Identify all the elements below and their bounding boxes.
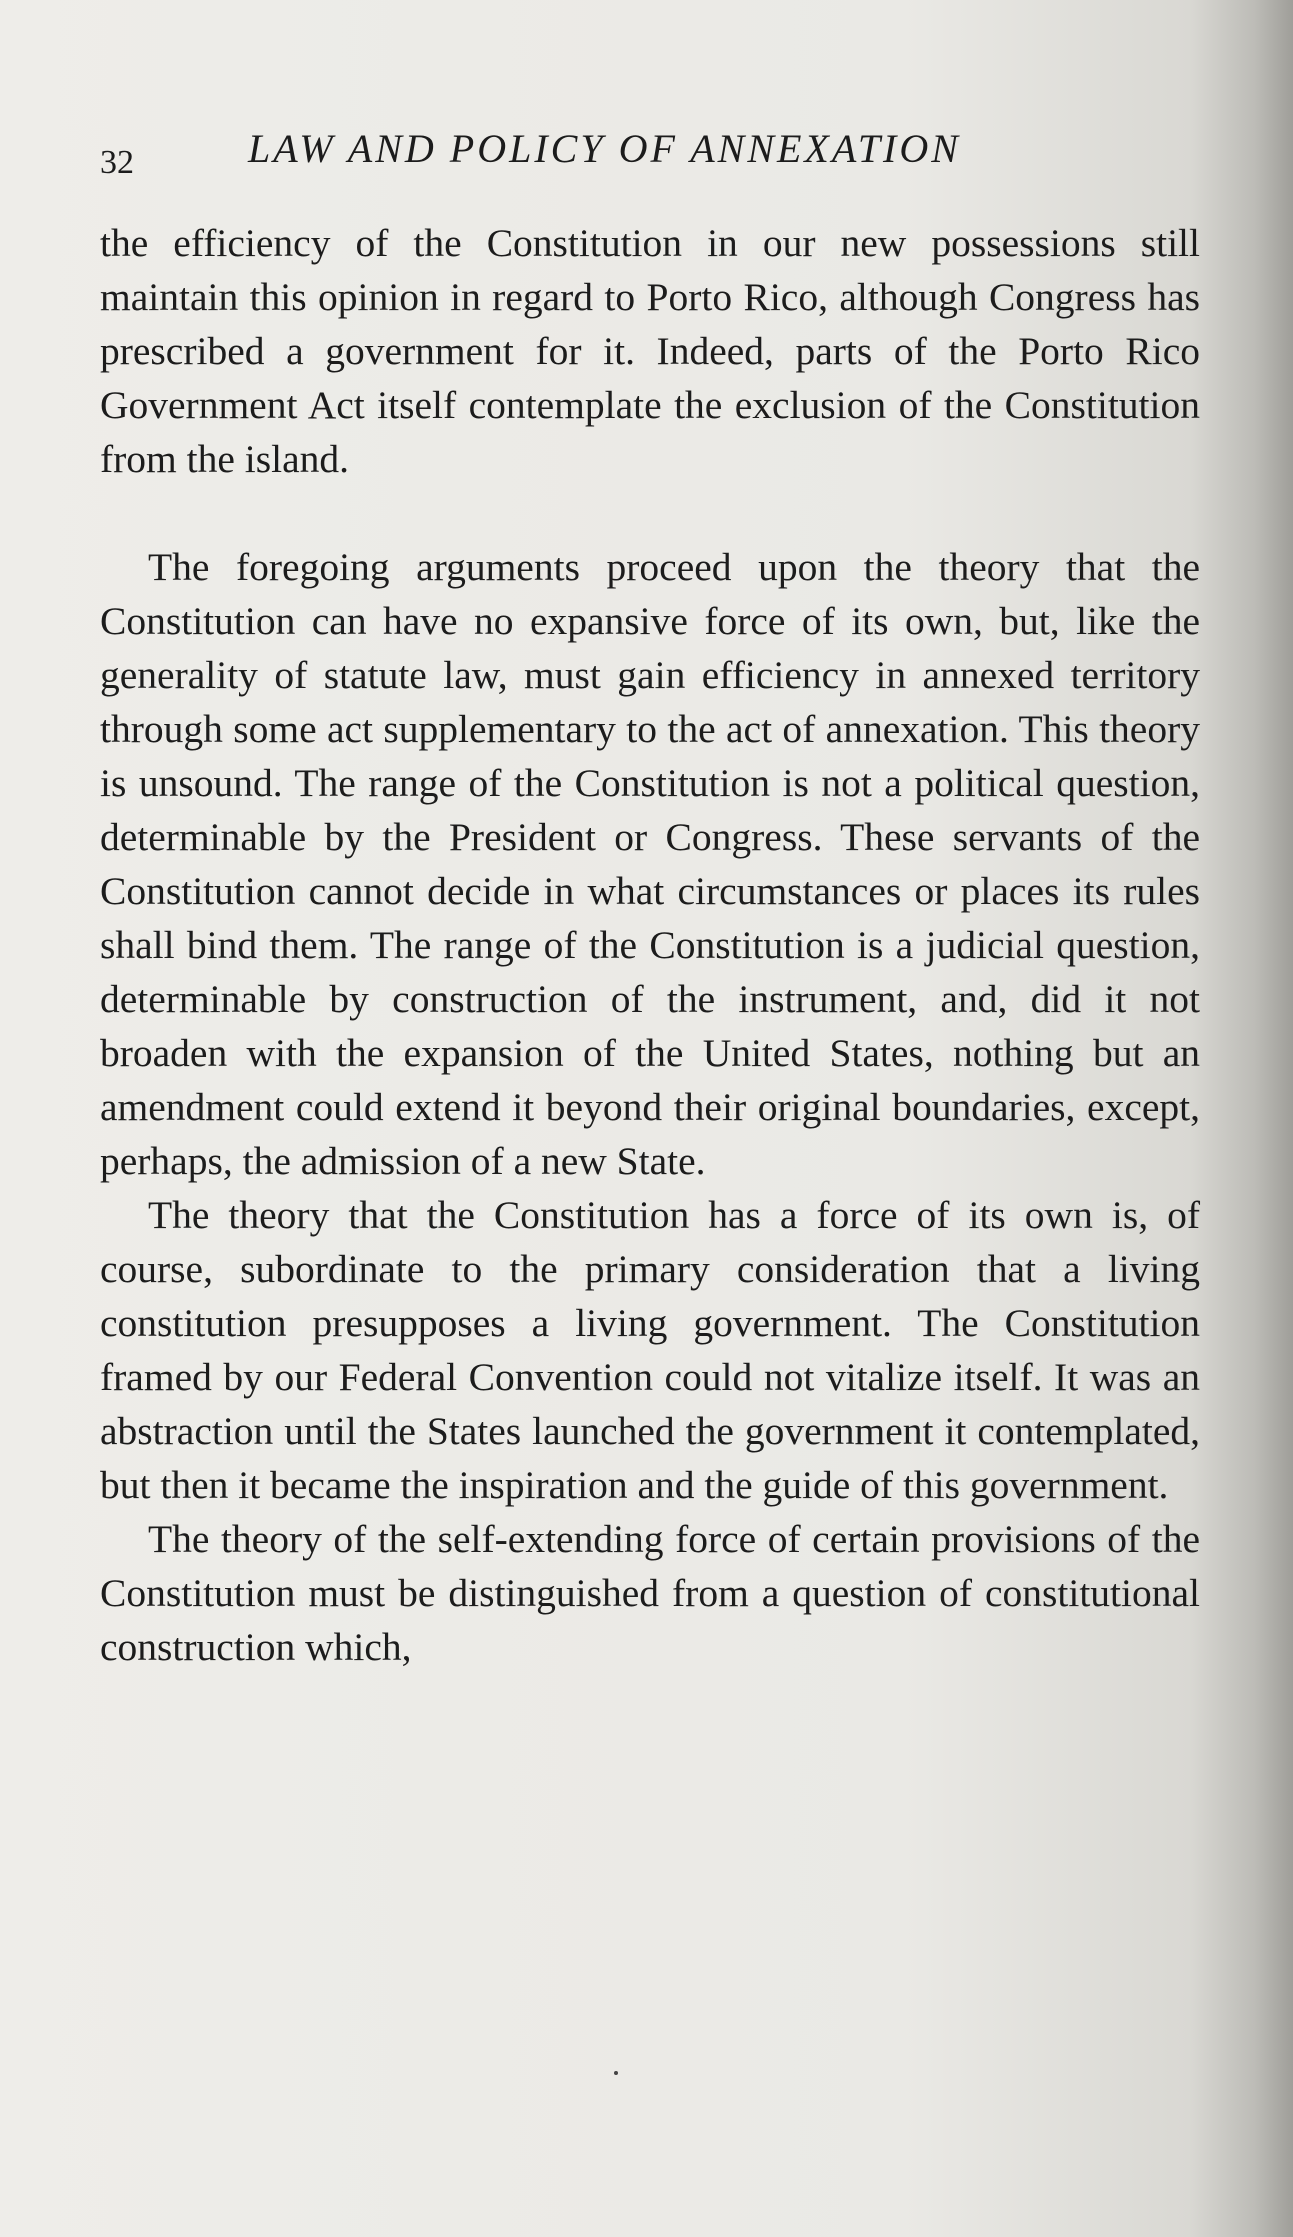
- paragraph: The theory that the Constitution has a force of its own is, of course, subordinate to the primary consideration that a living constitution presupposes a living government. The Constitution framed by our Federal Convention could not vitalize itself. It was an abstraction until the States launched the government it contemplated, but then it became the inspiration and the guide of this government.: [100, 1193, 1200, 1507]
- page-header: [100, 120, 1200, 180]
- paragraph: The theory of the self-extending force of certain provisions of the Constitution must be distinguished from a question of constitutional construction which,: [100, 1517, 1200, 1669]
- paragraph: The foregoing arguments proceed upon the theory that the Constitution can have no expansive force of its own, but, like the generality of statute law, must gain efficiency in annexed territory through some act supplementary to the act of annexation. This theory is unsound. The range of the Constitution is not a political question, determinable by the President or Congress. These servants of the Constitution cannot decide in what circumstances or places its rules shall bind them. The range of the Constitution is a judicial question, determinable by construction of the instrument, and, did it not broaden with the expansion of the United States, nothing but an amendment could extend it beyond their original boundaries, except, perhaps, the admission of a new State.: [100, 545, 1200, 1183]
- paragraph: the efficiency of the Constitution in our new possessions still maintain this opinion in regard to Porto Rico, although Congress has prescribed a government for it. Indeed, parts of the Porto Rico Government Act itself contemplate the exclusion of the Constitution from the island.: [100, 221, 1200, 481]
- page-number: 32: [100, 144, 134, 181]
- body-text: [100, 216, 1200, 1674]
- running-title: LAW AND POLICY OF ANNEXATION: [248, 126, 961, 171]
- ink-speck: [614, 2071, 618, 2075]
